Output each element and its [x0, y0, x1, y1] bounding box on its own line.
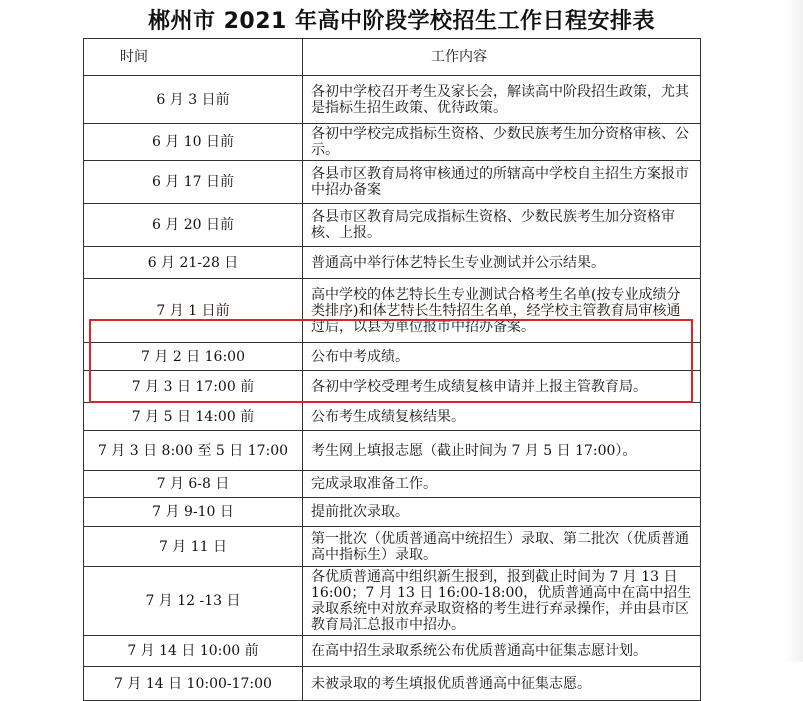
table-row — [84, 124, 701, 161]
table-row — [84, 204, 701, 247]
page-edge-shade — [785, 0, 803, 662]
time-cell: 7 月 1 日前 — [84, 279, 303, 343]
content-cell: 普通高中举行体艺特长生专业测试并公示结果。 — [303, 247, 701, 279]
content-cell: 各县市区教育局完成指标生资格、少数民族考生加分资格审核、上报。 — [303, 204, 701, 247]
content-cell: 各县市区教育局将审核通过的所辖高中学校自主招生方案报市中招办备案 — [303, 161, 701, 204]
table-row — [84, 431, 701, 471]
table-row — [84, 567, 701, 636]
table-row — [84, 343, 701, 371]
content-cell: 各优质普通高中组织新生报到，报到截止时间为 7 月 13 日 16:00；7 月 13 日 16:00-18:00，优质普通高中在高中招生录取系统中对放弃录取资格的考生进行弃录操作，并由县市区教育局汇总报市中招办。 — [303, 567, 701, 636]
table-row — [84, 371, 701, 403]
time-cell: 6 月 17 日前 — [84, 161, 303, 204]
table-row — [84, 76, 701, 124]
content-cell: 各初中学校受理考生成绩复核申请并上报主管教育局。 — [303, 371, 701, 403]
content-cell: 考生网上填报志愿（截止时间为 7 月 5 日 17:00）。 — [303, 431, 701, 471]
table-row — [84, 471, 701, 498]
content-cell: 公布考生成绩复核结果。 — [303, 403, 701, 431]
table-row — [84, 667, 701, 701]
content-cell: 第一批次（优质普通高中统招生）录取、第二批次（优质普通高中指标生）录取。 — [303, 527, 701, 567]
content-cell: 高中学校的体艺特长生专业测试合格考生名单(按专业成绩分类排序)和体艺特长生特招生名单，经学校主管教育局审核通过后，以县为单位报市中招办备案。 — [303, 279, 701, 343]
schedule-table — [83, 38, 701, 701]
table-row — [84, 279, 701, 343]
time-cell: 7 月 3 日 8:00 至 5 日 17:00 — [84, 431, 303, 471]
time-cell: 6 月 20 日前 — [84, 204, 303, 247]
time-cell: 6 月 3 日前 — [84, 76, 303, 124]
time-cell: 7 月 2 日 16:00 — [84, 343, 303, 371]
content-cell: 提前批次录取。 — [303, 498, 701, 527]
content-cell: 公布中考成绩。 — [303, 343, 701, 371]
table-row — [84, 498, 701, 527]
time-cell: 7 月 14 日 10:00 前 — [84, 636, 303, 667]
content-cell: 完成录取准备工作。 — [303, 471, 701, 498]
header-content: 工作内容 — [303, 39, 701, 76]
time-cell: 7 月 12 -13 日 — [84, 567, 303, 636]
table-row — [84, 247, 701, 279]
table-row — [84, 161, 701, 204]
page-title: 郴州市 2021 年高中阶段学校招生工作日程安排表 — [147, 9, 656, 34]
table-row — [84, 403, 701, 431]
time-cell: 6 月 21-28 日 — [84, 247, 303, 279]
content-cell: 在高中招生录取系统公布优质普通高中征集志愿计划。 — [303, 636, 701, 667]
time-cell: 6 月 10 日前 — [84, 124, 303, 161]
time-cell: 7 月 14 日 10:00-17:00 — [84, 667, 303, 701]
header-time: 时间 — [84, 39, 303, 76]
table-header-row — [84, 39, 701, 76]
content-cell: 各初中学校召开考生及家长会，解读高中阶段招生政策，尤其是指标生招生政策、优待政策。 — [303, 76, 701, 124]
time-cell: 7 月 3 日 17:00 前 — [84, 371, 303, 403]
time-cell: 7 月 6-8 日 — [84, 471, 303, 498]
table-row — [84, 527, 701, 567]
content-cell: 未被录取的考生填报优质普通高中征集志愿。 — [303, 667, 701, 701]
time-cell: 7 月 5 日 14:00 前 — [84, 403, 303, 431]
time-cell: 7 月 11 日 — [84, 527, 303, 567]
time-cell: 7 月 9-10 日 — [84, 498, 303, 527]
content-cell: 各初中学校完成指标生资格、少数民族考生加分资格审核、公示。 — [303, 124, 701, 161]
